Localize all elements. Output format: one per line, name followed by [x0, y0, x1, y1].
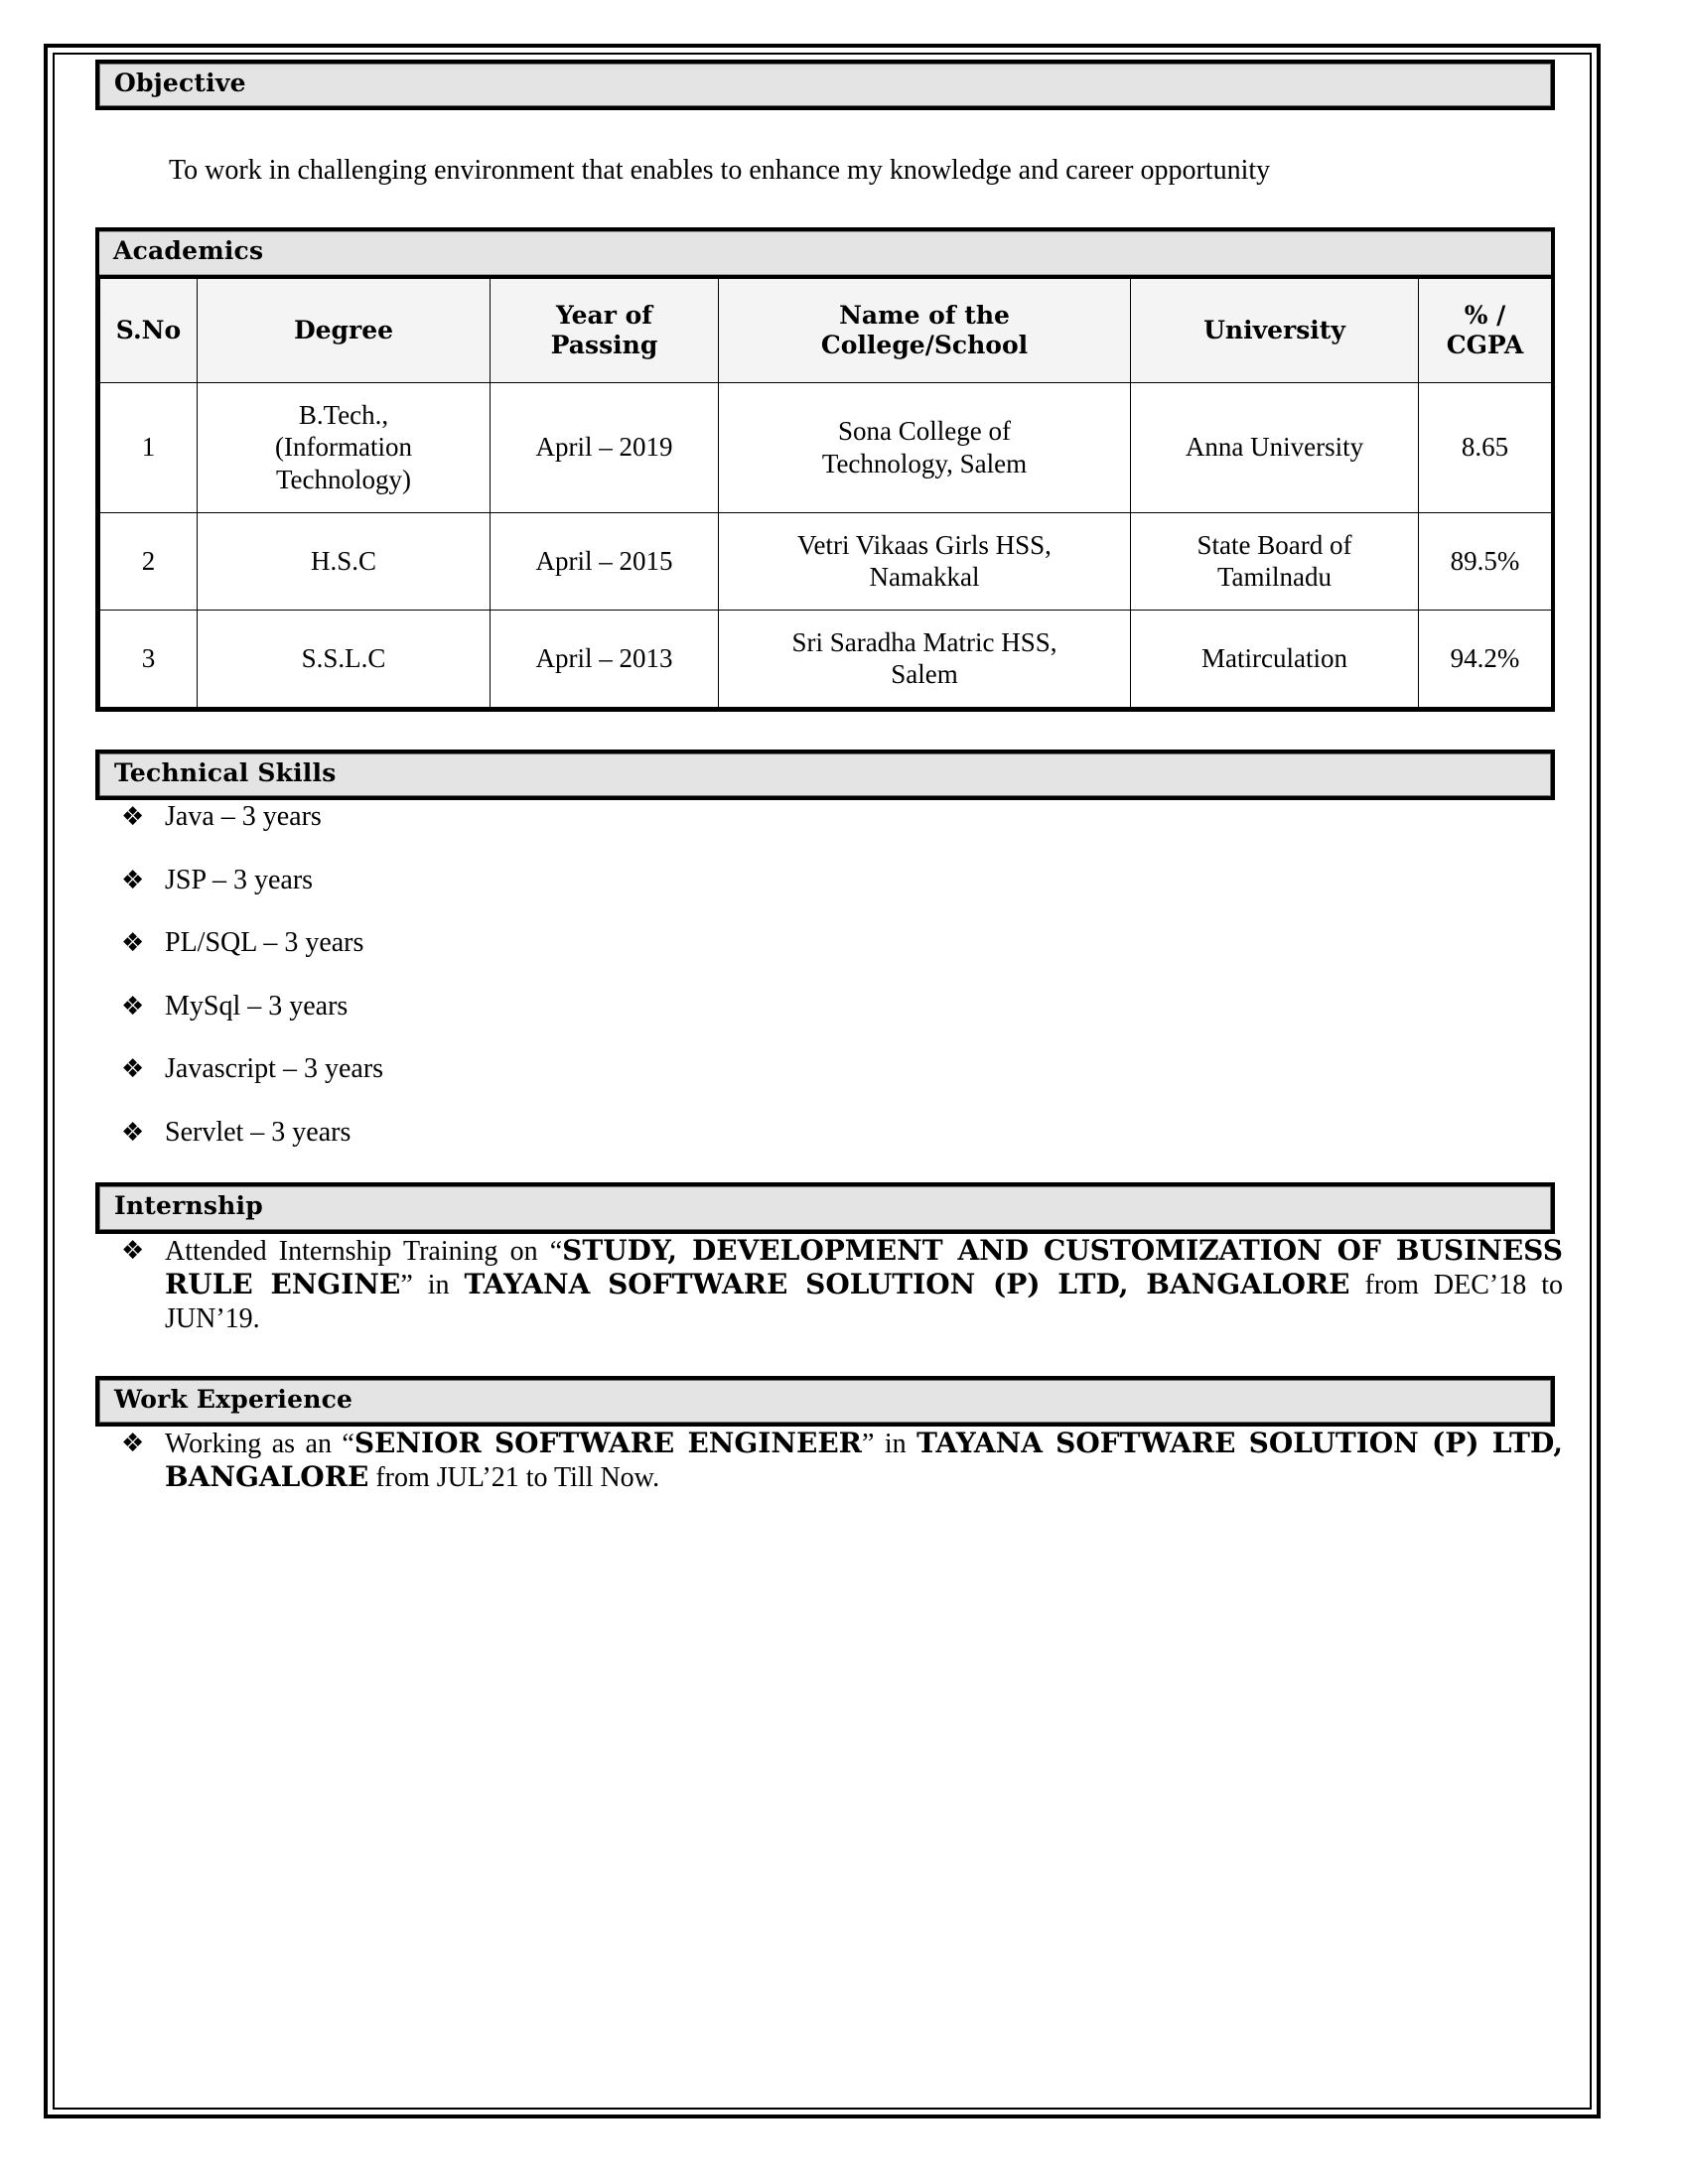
cell-year: April – 2013	[491, 610, 719, 707]
list-item	[95, 1052, 1563, 1086]
diamond-bullet-icon: ❖	[121, 1054, 145, 1085]
list-item	[95, 1116, 1563, 1150]
internship-middle: ” in	[400, 1270, 465, 1301]
technical-skills-list	[95, 800, 1563, 1150]
objective-text: To work in challenging environment that enables to enhance my knowledge and career opportunity	[169, 155, 1271, 187]
cell-college-line1: Sona College of	[838, 416, 1011, 447]
col-header-year-line1: Year of	[555, 301, 653, 331]
section-header-objective-inner	[99, 64, 1551, 106]
cell-college-line2: Salem	[891, 659, 958, 690]
table-row	[100, 610, 1552, 707]
diamond-bullet-icon: ❖	[121, 1117, 145, 1148]
cell-college	[719, 610, 1131, 707]
col-header-cgpa-line1: % /	[1464, 301, 1506, 331]
academics-table	[99, 278, 1552, 708]
cell-score: 94.2%	[1419, 610, 1552, 707]
col-header-college	[719, 278, 1131, 382]
skill-label: Javascript – 3 years	[165, 1053, 384, 1085]
skill-label: Java – 3 years	[165, 800, 322, 832]
work-experience-list	[95, 1427, 1563, 1495]
skill-label: MySql – 3 years	[165, 990, 349, 1022]
col-header-college-line2: College/School	[820, 330, 1029, 359]
work-suffix: from JUL’21 to Till Now.	[368, 1462, 660, 1494]
work-middle: ” in	[861, 1428, 917, 1459]
skill-label: Servlet – 3 years	[165, 1116, 352, 1148]
section-header-internship	[95, 1182, 1555, 1233]
cell-college-line1: Sri Saradha Matric HSS,	[791, 626, 1057, 657]
cell-college	[719, 382, 1131, 512]
cell-year: April – 2015	[491, 512, 719, 610]
skill-label: PL/SQL – 3 years	[165, 927, 364, 959]
diamond-bullet-icon: ❖	[121, 928, 145, 959]
internship-suffix: from DEC’18 to JUN’19.	[165, 1270, 1563, 1334]
list-item	[95, 800, 1563, 834]
objective-text-block	[95, 154, 1543, 188]
list-item	[95, 864, 1563, 897]
section-header-technical-skills-inner	[99, 753, 1551, 796]
section-header-academics	[99, 231, 1551, 277]
list-item	[95, 1427, 1563, 1495]
section-title-technical-skills: Technical Skills	[114, 757, 337, 787]
list-item	[95, 926, 1563, 960]
cell-degree-line3: Technology)	[275, 464, 412, 494]
table-row	[100, 512, 1552, 610]
col-header-sno: S.No	[100, 278, 198, 382]
cell-degree-line1: B.Tech.,	[298, 400, 389, 431]
diamond-bullet-icon: ❖	[121, 1428, 145, 1458]
cell-university: Anna University	[1131, 382, 1419, 512]
col-header-college-line1: Name of the	[839, 301, 1010, 331]
list-item	[95, 990, 1563, 1024]
section-header-objective	[95, 60, 1555, 110]
cell-university-line2: Tamilnadu	[1216, 562, 1333, 593]
cell-college-line2: Technology, Salem	[821, 448, 1028, 478]
internship-project-title: STUDY, DEVELOPMENT AND CUSTOMIZATION OF BUSINESS RULE ENGINE	[165, 1233, 1563, 1301]
cell-degree	[198, 382, 491, 512]
section-header-internship-inner	[99, 1186, 1551, 1229]
work-prefix: Working as an “	[165, 1428, 354, 1459]
section-title-work-experience: Work Experience	[114, 1384, 353, 1414]
col-header-year-of-passing	[491, 278, 719, 382]
work-company: TAYANA SOFTWARE SOLUTION (P) LTD, BANGALORE	[165, 1426, 1563, 1494]
list-item	[95, 1234, 1563, 1336]
section-header-work-experience	[95, 1376, 1555, 1427]
section-header-technical-skills	[95, 750, 1555, 800]
cell-degree: S.S.L.C	[198, 610, 491, 707]
diamond-bullet-icon: ❖	[121, 991, 145, 1022]
col-header-cgpa	[1419, 278, 1552, 382]
resume-content	[95, 60, 1563, 1495]
cell-degree-line2: (Information	[275, 432, 412, 463]
cell-college-line2: Namakkal	[869, 562, 980, 593]
section-title-academics: Academics	[113, 236, 264, 266]
diamond-bullet-icon: ❖	[121, 801, 145, 832]
col-header-cgpa-line2: CGPA	[1446, 330, 1524, 359]
diamond-bullet-icon: ❖	[121, 865, 145, 895]
internship-company: TAYANA SOFTWARE SOLUTION (P) LTD, BANGALORE	[464, 1268, 1350, 1301]
internship-prefix: Attended Internship Training on “	[165, 1235, 563, 1267]
internship-list	[95, 1234, 1563, 1336]
work-role: SENIOR SOFTWARE ENGINEER	[353, 1426, 862, 1459]
cell-score: 89.5%	[1419, 512, 1552, 610]
col-header-year-line2: Passing	[550, 330, 658, 359]
cell-sno: 3	[100, 610, 198, 707]
cell-college	[719, 512, 1131, 610]
cell-year: April – 2019	[491, 382, 719, 512]
cell-university: Matirculation	[1131, 610, 1419, 707]
section-title-internship: Internship	[114, 1191, 263, 1221]
section-header-academics-inner	[99, 231, 1551, 274]
col-header-university: University	[1131, 278, 1419, 382]
cell-university-line1: State Board of	[1196, 529, 1352, 560]
table-header-row	[100, 278, 1552, 382]
cell-degree: H.S.C	[198, 512, 491, 610]
diamond-bullet-icon: ❖	[121, 1235, 145, 1266]
section-title-objective: Objective	[114, 68, 246, 97]
academics-block	[95, 227, 1555, 711]
cell-college-line1: Vetri Vikaas Girls HSS,	[797, 529, 1052, 560]
cell-score: 8.65	[1419, 382, 1552, 512]
cell-sno: 2	[100, 512, 198, 610]
cell-university	[1131, 512, 1419, 610]
table-row	[100, 382, 1552, 512]
section-header-work-experience-inner	[99, 1380, 1551, 1423]
skill-label: JSP – 3 years	[165, 864, 314, 895]
col-header-degree: Degree	[198, 278, 491, 382]
cell-sno: 1	[100, 382, 198, 512]
